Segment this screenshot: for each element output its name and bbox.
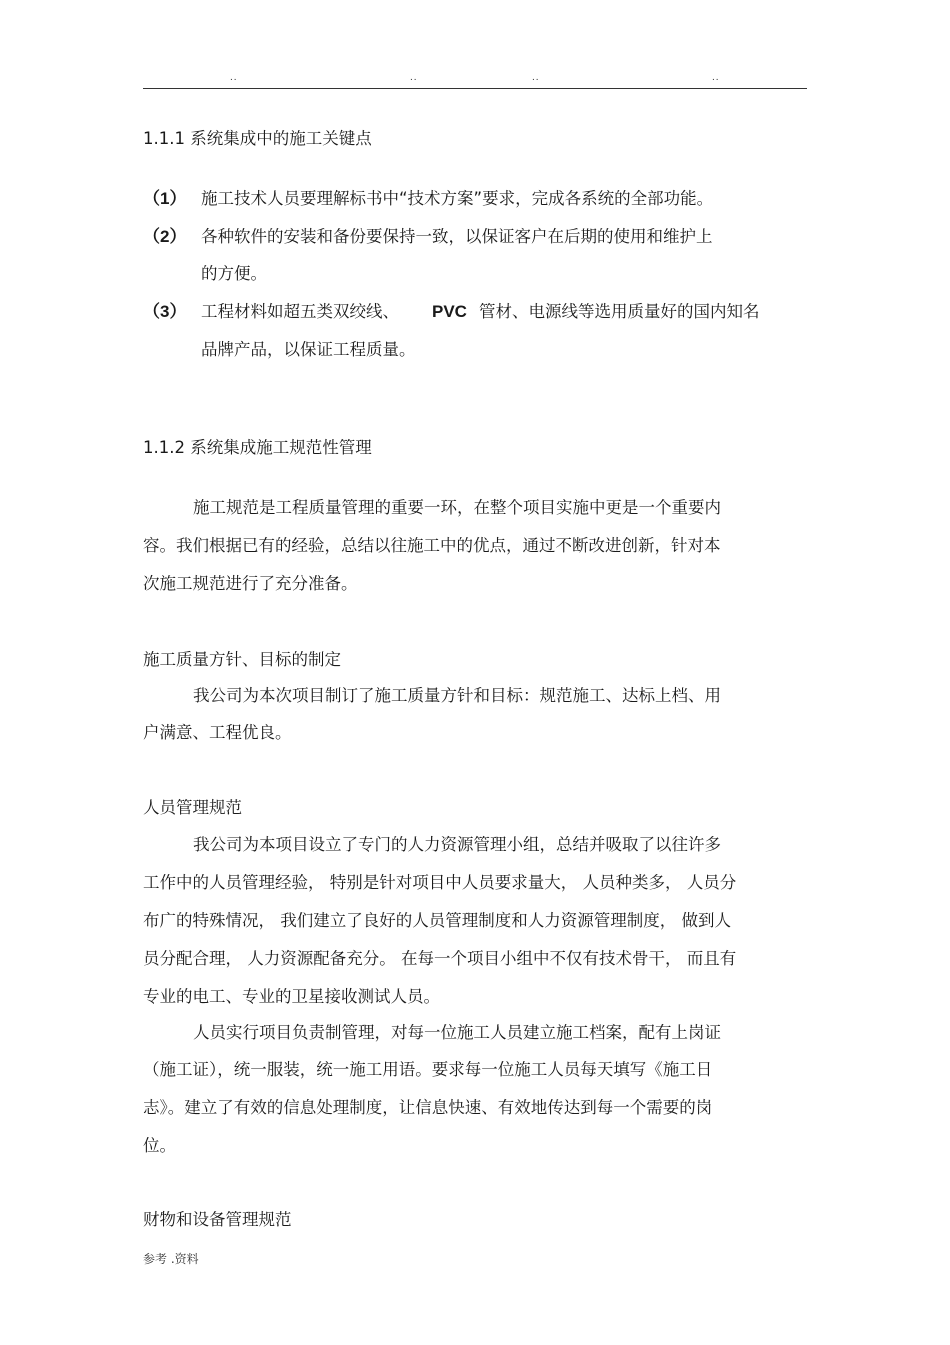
header-rule <box>143 88 807 89</box>
section-title-1-1-2: 1.1.2 系统集成施工规范性管理 <box>143 438 372 457</box>
paragraph-line: （施工证），统一服装，统一施工用语。要求每一位施工人员每天填写《施工日 <box>143 1060 713 1079</box>
paragraph-line: 布广的特殊情况， 我们建立了良好的人员管理制度和人力资源管理制度， 做到人 <box>143 911 731 930</box>
list-item-text: 工程材料如超五类双绞线、 <box>201 302 399 321</box>
list-item-number: （2） <box>143 227 187 246</box>
subheading-assets: 财物和设备管理规范 <box>143 1210 292 1229</box>
paragraph-line: 我公司为本项目设立了专门的人力资源管理小组，总结并吸取了以往许多 <box>193 835 721 854</box>
paragraph-line: 志》。建立了有效的信息处理制度，让信息快速、有效地传达到每一个需要的岗 <box>143 1098 713 1117</box>
list-item-text: 的方便。 <box>201 264 267 283</box>
paragraph-line: 我公司为本次项目制订了施工质量方针和目标：规范施工、达标上档、用 <box>193 686 721 705</box>
header-dots: .. <box>230 72 238 83</box>
subheading-personnel: 人员管理规范 <box>143 798 242 817</box>
paragraph-line: 户满意、工程优良。 <box>143 723 292 742</box>
list-item-text: 品牌产品，以保证工程质量。 <box>201 340 416 359</box>
list-item-number: （1） <box>143 189 187 208</box>
header-dots: .. <box>410 72 418 83</box>
list-item-number: （3） <box>143 302 187 321</box>
pvc-term: PVC <box>432 302 467 321</box>
paragraph-line: 专业的电工、专业的卫星接收测试人员。 <box>143 987 440 1006</box>
header-dots: .. <box>712 72 720 83</box>
page-footer: 参考 .资料 <box>143 1252 199 1266</box>
header-dots: .. <box>532 72 540 83</box>
section-title-1-1-1: 1.1.1 系统集成中的施工关键点 <box>143 129 372 148</box>
paragraph-line: 工作中的人员管理经验， 特别是针对项目中人员要求量大， 人员种类多， 人员分 <box>143 873 737 892</box>
paragraph-line: 容。我们根据已有的经验，总结以往施工中的优点，通过不断改进创新，针对本 <box>143 536 721 555</box>
list-item-text: 各种软件的安装和备份要保持一致，以保证客户在后期的使用和维护上 <box>201 227 713 246</box>
paragraph-line: 人员实行项目负责制管理，对每一位施工人员建立施工档案，配有上岗证 <box>193 1023 721 1042</box>
paragraph-line: 施工规范是工程质量管理的重要一环，在整个项目实施中更是一个重要内 <box>193 498 721 517</box>
list-item-text: 管材、电源线等选用质量好的国内知名 <box>479 302 760 321</box>
list-item-text: 施工技术人员要理解标书中“技术方案”要求，完成各系统的全部功能。 <box>201 189 714 208</box>
subheading-quality: 施工质量方针、目标的制定 <box>143 650 341 669</box>
paragraph-line: 员分配合理， 人力资源配备充分。 在每一个项目小组中不仅有技术骨干， 而且有 <box>143 949 737 968</box>
paragraph-line: 次施工规范进行了充分准备。 <box>143 574 358 593</box>
paragraph-line: 位。 <box>143 1136 176 1155</box>
